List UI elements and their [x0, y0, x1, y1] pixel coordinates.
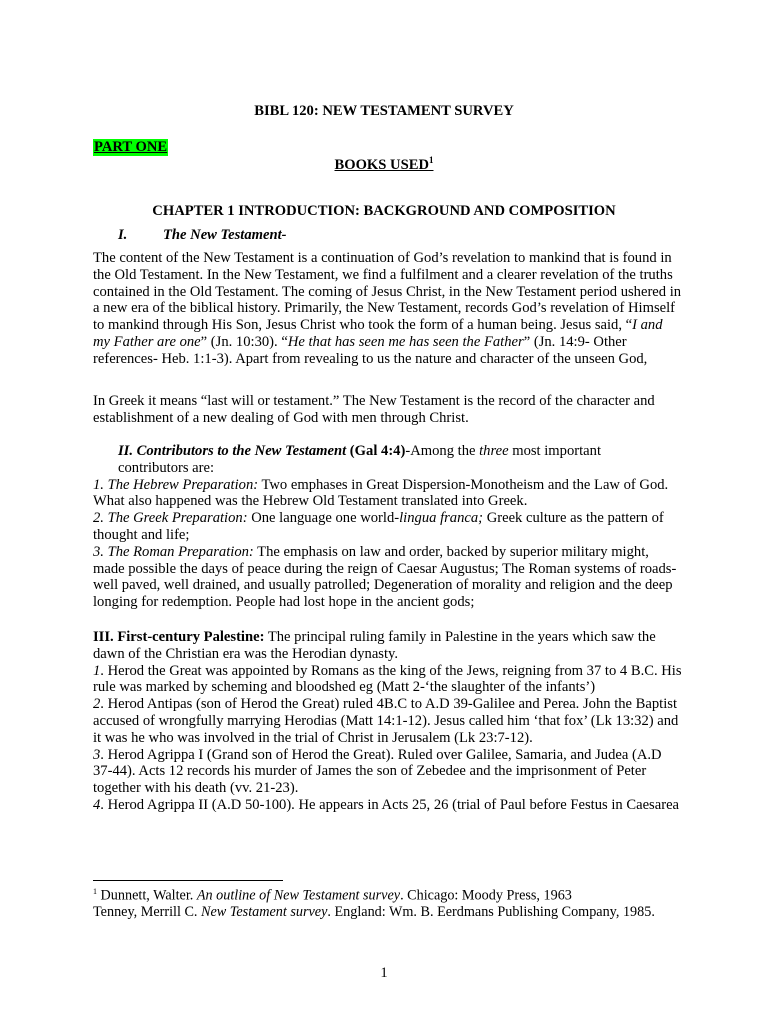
books-used-heading [0, 155, 768, 174]
list-item-text: . Herod the Great was appointed by Romans as the king of the Jews, reigning from 37 to 4 B.C. His rule was marked by scheming and bloodshed eg (Matt 2-‘the slaughter of the infants’) [93, 662, 682, 696]
page-number: 1 [380, 965, 388, 981]
document-title: BIBL 120: NEW TESTAMENT SURVEY [254, 103, 514, 119]
paragraph-text: The content of the New Testament is a continuation of God’s revelation to mankind that is found in the Old Testament. In the New Testament, we find a fulfilment and a clearer revelation of the truths contained in the Old Testament. The coming of Jesus Christ, in the New Testament period ushered in a new era of the biblical history. Primarily, the New Testament, records God’s revelation of Himself to mankind through His Son, Jesus Christ who took the form of a human being. Jesus said, “ [93, 250, 682, 334]
footnote-text: Dunnett, Walter. [97, 887, 197, 904]
paragraph-text: ” (Jn. 10:30). “ [200, 333, 288, 350]
footnote-text: Tenney, Merrill C. [93, 904, 202, 921]
list-item-label: 1. The Hebrew Preparation: [93, 476, 259, 493]
footnote-separator [93, 880, 283, 881]
list-item-label: 3. The Roman Preparation: [93, 543, 254, 560]
list-item-italic: lingua franca; [399, 510, 484, 527]
contributors-intro: most important [508, 443, 602, 459]
palestine-heading: III. First-century Palestine: [93, 629, 265, 645]
palestine-section [93, 629, 683, 814]
list-item-number: 3 [93, 746, 101, 763]
list-item [93, 797, 683, 814]
contributors-heading: II. Contributors to the New Testament [118, 443, 347, 459]
footnote-book-title: New Testament survey [201, 904, 328, 921]
list-item [93, 477, 683, 511]
list-item-number: 1 [93, 662, 101, 679]
list-item-number: 4 [93, 796, 101, 813]
footnote-line [93, 904, 713, 920]
section-title: The New Testament- [163, 227, 287, 243]
greek-meaning-paragraph: In Greek it means “last will or testament.” The New Testament is the record of the character and establishment of a new dealing of God with men through Christ. [93, 393, 655, 426]
list-item [93, 510, 683, 544]
list-item [93, 663, 683, 697]
contributors-ref: (Gal 4:4) [346, 443, 406, 459]
contributors-intro: -Among the [405, 443, 480, 459]
footnote-text: . England: Wm. B. Eerdmans Publishing Company, 1985. [327, 904, 655, 921]
section-number: I. [118, 227, 128, 243]
books-used-text: BOOKS USED [334, 156, 429, 173]
footnote-text: . Chicago: Moody Press, 1963 [400, 887, 572, 904]
contributors-three: three [479, 443, 509, 459]
intro-paragraph [93, 250, 683, 368]
list-item-text: . Herod Agrippa II (A.D 50-100). He appears in Acts 25, 26 (trial of Paul before Festus in Caesarea [100, 796, 680, 813]
quote-one: I and my Father are one [93, 317, 663, 350]
part-one-label: PART ONE [94, 139, 168, 155]
paragraph-text: ” (Jn. 14:9- Other references- Heb. 1:1-3). Apart from revealing to us the nature and character of the unseen God, [93, 333, 648, 367]
list-item-text: One language one world- [247, 510, 400, 527]
section-heading-new-testament [118, 227, 287, 244]
footnote-ref: 1 [428, 155, 434, 165]
list-item-number: 2 [93, 696, 101, 713]
list-item-text: Greek culture as the pattern of thought and life; [93, 510, 664, 543]
footnote-mark: 1 [93, 887, 97, 896]
contributors-intro-line: contributors are: [118, 459, 215, 476]
footnote-line [93, 884, 713, 904]
list-item-text: . Herod Antipas (son of Herod the Great) ruled 4B.C to A.D 39-Galilee and Perea. John the Baptist accused of wrongfully marrying Herodias (Matt 14:1-12). Jesus called him ‘that fox’ (Lk 13:32) and it was he who was involved in the trial of Christ in Jerusalem (Lk 23:7-12). [93, 696, 679, 746]
list-item-text: Two emphases in Great Dispersion-Monotheism and the Law of God. What also happened was the Hebrew Old Testament translated into Greek. [93, 476, 669, 510]
quote-two: He that has seen me has seen the Father [287, 333, 524, 350]
list-item [93, 544, 683, 611]
list-item-label: 2. The Greek Preparation: [93, 510, 248, 527]
contributors-section [93, 443, 683, 611]
chapter-title: CHAPTER 1 INTRODUCTION: BACKGROUND AND COMPOSITION [152, 203, 616, 219]
list-item [93, 747, 683, 797]
list-item-text: The emphasis on law and order, backed by superior military might, made possible the days of peace during the reign of Caesar Augustus; The Roman systems of roads-well paved, well drained, and usually patrolled; Degeneration of morality and religion and the deep longing for redemption. People had lost hope in the ancient gods; [93, 543, 677, 611]
contributors-heading-line [93, 443, 683, 460]
list-item-text: . Herod Agrippa I (Grand son of Herod the Great). Ruled over Galilee, Samaria, and Judea (A.D 37-44). Acts 12 records his murder of James the son of Zebedee and the imprisonment of Peter together with his death (vv. 21-23). [93, 746, 662, 797]
footnote [93, 884, 713, 921]
palestine-intro-text: The principal ruling family in Palestine in the years which saw the dawn of the Christian era was the Herodian dynasty. [93, 629, 656, 662]
footnote-book-title: An outline of New Testament survey [196, 887, 401, 904]
list-item [93, 696, 683, 746]
palestine-intro [93, 629, 683, 663]
